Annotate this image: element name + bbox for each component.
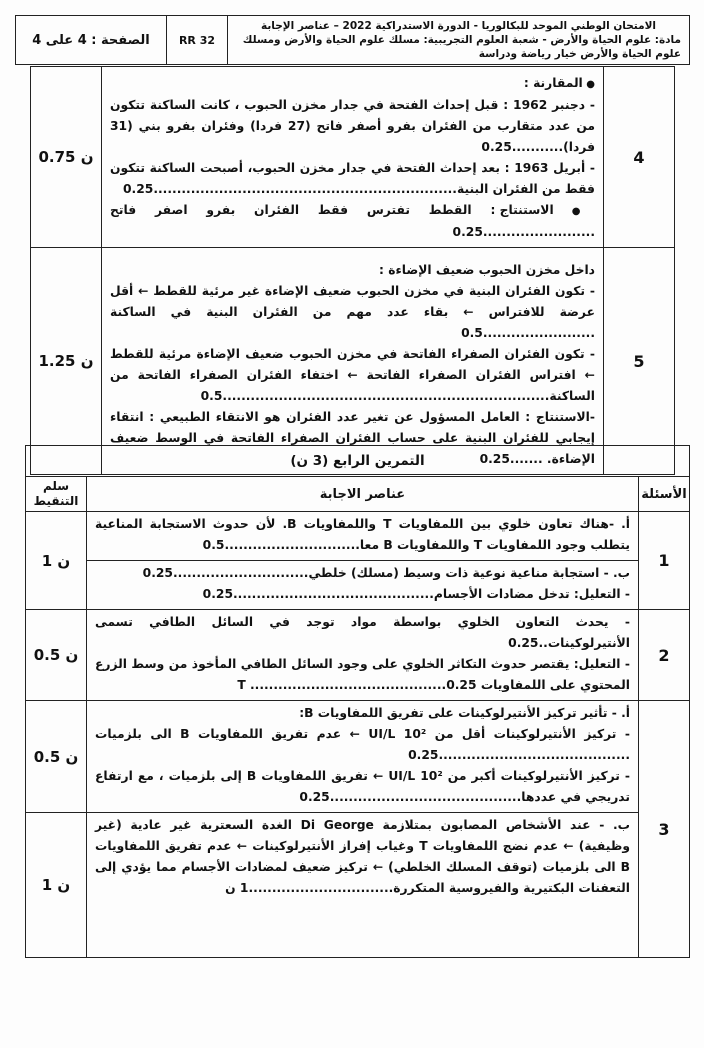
score-cell: 0.75 ن: [31, 67, 102, 248]
score-cell: 1 ن: [26, 512, 87, 610]
answer-line: أ. - تأثير تركيز الأنتيرلوكينات على تفريق اللمفاويات B:: [299, 706, 630, 720]
answer-line: أ. -هناك تعاون خلوي بين اللمفاويات T واللمفاويات B. لأن حدوث الاستجابة المناعية يتطلب وجود اللمفاويات T واللمفاويات B معا.............................0.5: [95, 517, 630, 552]
question-number: 1: [639, 512, 690, 610]
table-row: [26, 610, 690, 701]
title-line-2: مادة: علوم الحياة والأرض - شعبة العلوم التجريبية: مسلك علوم الحياة والأرض ومسلك علوم الحياة والأرض خيار رياضة ودراسة: [242, 34, 681, 60]
answer-line: - يحدث التعاون الخلوي بواسطة مواد توجد في السائل الطافي تسمى الأنتيرلوكينات..0.25: [95, 615, 630, 650]
answer-cell: [87, 701, 639, 813]
table-row: [26, 512, 690, 561]
column-header-questions: الأسئلة: [639, 477, 690, 512]
answer-line: ● الاستنتاج : القطط تفترس فقط الفئران بفرو اصفر فاتح ........................0.25: [110, 200, 595, 243]
title-line-1: الامتحان الوطني الموحد للبكالوريا - الدورة الاستدراكية 2022 – عناصر الإجابة: [260, 20, 657, 32]
answer-cell: [87, 813, 639, 958]
answer-cell: [87, 561, 639, 610]
answer-cell: [102, 67, 604, 248]
answer-line: - التعليل: يقتصر حدوث التكاثر الخلوي على وجود السائل الطافي المأخوذ من وسط الزرع المحتوي على اللمفاويات T ..........................................0.25: [95, 657, 630, 692]
answer-line: داخل مخزن الحبوب ضعيف الإضاءة :: [379, 263, 595, 277]
score-cell: 1.25 ن: [31, 248, 102, 475]
score-cell: 1 ن: [26, 813, 87, 958]
score-cell: 0.5 ن: [26, 610, 87, 701]
exam-code: RR 32: [167, 16, 228, 65]
question-number: 2: [639, 610, 690, 701]
answer-line: - تركيز الأنتيرلوكينات أكبر من 10² UI/L ← تفريق اللمفاويات B إلى بلزميات ، مع ارتفاع تدريجي في عددها.........................................0.25: [95, 769, 631, 804]
question-number: 3: [639, 701, 690, 958]
answer-line: - تكون الفئران البنية في مخزن الحبوب ضعيف الإضاءة غير مرئية للقطط ← أقل عرضة للافتراس ← بقاء عدد مهم من الفئران البنية في الساكنة ........................0.5: [110, 284, 595, 340]
table-row: [26, 561, 690, 610]
answer-cell: [87, 610, 639, 701]
question-number: 5: [604, 248, 675, 475]
answer-line: -الاستنتاج : العامل المسؤول عن تغير عدد الفئران هو الانتقاء الطبيعي : انتقاء إيجابي للفئران البنية على حساب الفئران الصفراء الفاتحة في الوسط ضعيف الإضاءة. .......0.25: [110, 410, 595, 466]
table-row: [26, 813, 690, 958]
table-row: [26, 701, 690, 813]
answer-line: - تركيز الأنتيرلوكينات أقل من 10² UI/L ← عدم تفريق اللمفاويات B الى بلزميات .........................................0.25: [95, 727, 630, 762]
header-title: [228, 16, 690, 65]
answer-line: - أبريل 1963 : بعد إحداث الفتحة في جدار مخزن الحبوب، أصبحت الساكنة تتكون فقط من الفئران البنية.................................................................0.25: [110, 161, 595, 196]
answer-line: ب. - عند الأشخاص المصابون بمتلازمة Di George الغدة السعترية غير عادية (غير وظيفية) ← عدم نضج اللمفاويات T وغياب إفراز الأنتيرلوكينات ← عدم تفريق اللمفاويات B الى بلزميات (توقف المسلك الخلطي) ← تركيز ضعيف لمضادات الأجسام مما يؤدي إلى التعفنات البكتيرية والفيروسية المتكررة...............................1 ن: [95, 818, 631, 895]
question-number: 4: [604, 67, 675, 248]
answer-cell: [102, 248, 604, 475]
answer-line: - دجنبر 1962 : قبل إحداث الفتحة في جدار مخزن الحبوب ، كانت الساكنة تتكون من عدد متقارب من الفئران بفرو أصفر فاتح (27 فردا) وفئران بفرو بني (31 فردا)...........0.25: [110, 98, 595, 154]
answer-line: ● المقارنة :: [110, 73, 595, 95]
answer-line: - التعليل: تدخل مضادات الأجسام...........................................0.25: [202, 587, 630, 601]
answer-cell: [87, 512, 639, 561]
part2-table: [25, 445, 690, 958]
column-header-answers: عناصر الاجابة: [87, 477, 639, 512]
answer-line: - تكون الفئران الصفراء الفاتحة في مخزن الحبوب ضعيف الإضاءة مرئية للقطط ← افتراس الفئران الصفراء الفاتحة ← اختفاء الفئران الصفراء الفاتحة من الساكنة......................................................................0.5: [110, 347, 595, 403]
exercise-title: التمرين الرابع (3 ن): [26, 446, 690, 477]
page-number: الصفحة : 4 على 4: [16, 16, 167, 65]
answer-line: ب. - استجابة مناعية نوعية ذات وسيط (مسلك) خلطي.............................0.25: [142, 566, 630, 580]
column-header-score: سلم التنقيط: [26, 477, 87, 512]
table-row: [31, 67, 675, 248]
part1-table: [30, 66, 675, 475]
header-table: [15, 15, 690, 65]
score-cell: 0.5 ن: [26, 701, 87, 813]
table-row: [31, 248, 675, 475]
